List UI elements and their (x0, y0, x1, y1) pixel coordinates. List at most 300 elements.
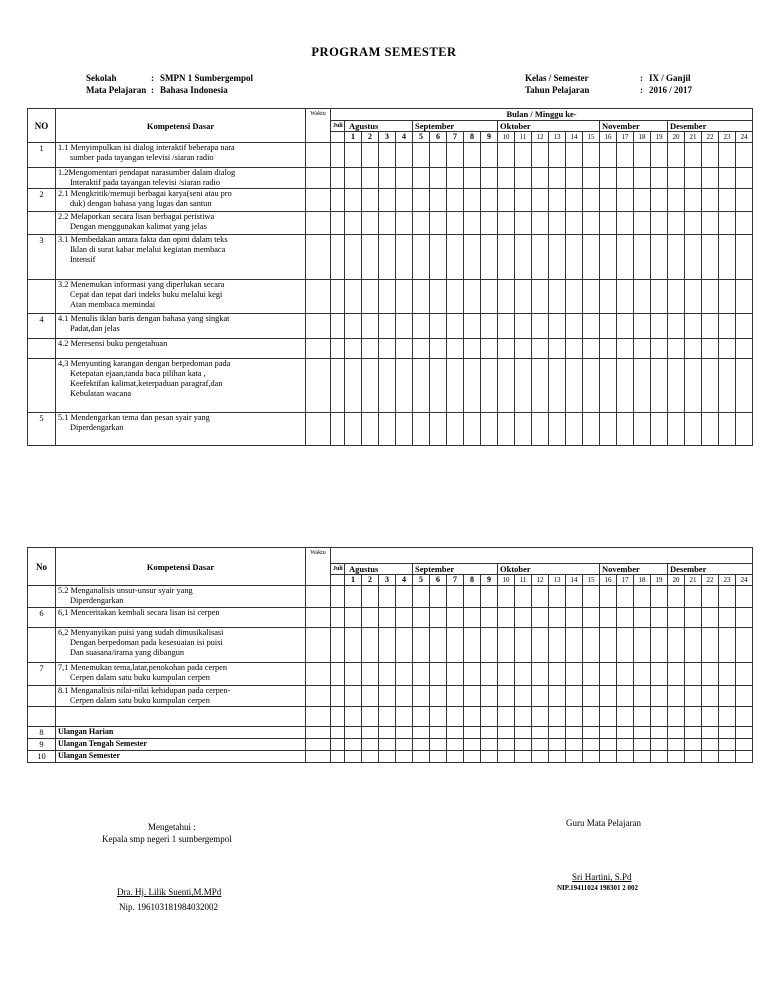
schedule-cell[interactable] (549, 168, 566, 189)
schedule-cell[interactable] (345, 413, 362, 446)
schedule-cell[interactable] (566, 280, 583, 314)
schedule-cell[interactable] (566, 727, 583, 739)
schedule-cell[interactable] (498, 235, 515, 280)
schedule-cell[interactable] (481, 686, 498, 707)
schedule-cell[interactable] (736, 359, 753, 413)
schedule-cell[interactable] (481, 727, 498, 739)
schedule-cell[interactable] (651, 586, 668, 608)
schedule-cell[interactable] (617, 339, 634, 359)
schedule-cell[interactable] (702, 314, 719, 339)
schedule-cell[interactable] (583, 586, 600, 608)
schedule-cell[interactable] (413, 628, 430, 663)
schedule-cell[interactable] (685, 686, 702, 707)
schedule-cell[interactable] (331, 359, 345, 413)
schedule-cell[interactable] (379, 628, 396, 663)
schedule-cell[interactable] (736, 168, 753, 189)
schedule-cell[interactable] (362, 739, 379, 751)
schedule-cell[interactable] (447, 751, 464, 763)
schedule-cell[interactable] (306, 628, 331, 663)
schedule-cell[interactable] (617, 189, 634, 212)
schedule-cell[interactable] (668, 663, 685, 686)
schedule-cell[interactable] (306, 739, 331, 751)
schedule-cell[interactable] (413, 189, 430, 212)
schedule-cell[interactable] (736, 212, 753, 235)
schedule-cell[interactable] (430, 168, 447, 189)
schedule-cell[interactable] (617, 608, 634, 628)
schedule-cell[interactable] (549, 314, 566, 339)
schedule-cell[interactable] (702, 751, 719, 763)
schedule-cell[interactable] (634, 280, 651, 314)
schedule-cell[interactable] (651, 751, 668, 763)
schedule-cell[interactable] (396, 413, 413, 446)
schedule-cell[interactable] (447, 663, 464, 686)
schedule-cell[interactable] (719, 143, 736, 168)
schedule-cell[interactable] (515, 359, 532, 413)
schedule-cell[interactable] (306, 707, 331, 727)
schedule-cell[interactable] (668, 751, 685, 763)
schedule-cell[interactable] (532, 586, 549, 608)
schedule-cell[interactable] (685, 628, 702, 663)
schedule-cell[interactable] (600, 359, 617, 413)
schedule-cell[interactable] (600, 235, 617, 280)
schedule-cell[interactable] (583, 413, 600, 446)
schedule-cell[interactable] (362, 628, 379, 663)
schedule-cell[interactable] (583, 739, 600, 751)
schedule-cell[interactable] (396, 608, 413, 628)
schedule-cell[interactable] (634, 751, 651, 763)
schedule-cell[interactable] (583, 314, 600, 339)
schedule-cell[interactable] (306, 586, 331, 608)
schedule-cell[interactable] (515, 739, 532, 751)
schedule-cell[interactable] (566, 143, 583, 168)
schedule-cell[interactable] (306, 189, 331, 212)
schedule-cell[interactable] (651, 739, 668, 751)
schedule-cell[interactable] (668, 413, 685, 446)
schedule-cell[interactable] (634, 413, 651, 446)
schedule-cell[interactable] (532, 235, 549, 280)
schedule-cell[interactable] (464, 739, 481, 751)
schedule-cell[interactable] (464, 413, 481, 446)
schedule-cell[interactable] (362, 663, 379, 686)
schedule-cell[interactable] (464, 359, 481, 413)
schedule-cell[interactable] (702, 413, 719, 446)
schedule-cell[interactable] (719, 413, 736, 446)
schedule-cell[interactable] (345, 686, 362, 707)
schedule-cell[interactable] (617, 359, 634, 413)
schedule-cell[interactable] (396, 707, 413, 727)
schedule-cell[interactable] (362, 707, 379, 727)
schedule-cell[interactable] (617, 280, 634, 314)
schedule-cell[interactable] (362, 359, 379, 413)
schedule-cell[interactable] (362, 727, 379, 739)
schedule-cell[interactable] (306, 235, 331, 280)
schedule-cell[interactable] (306, 212, 331, 235)
schedule-cell[interactable] (583, 751, 600, 763)
schedule-cell[interactable] (331, 663, 345, 686)
schedule-cell[interactable] (719, 628, 736, 663)
schedule-cell[interactable] (498, 663, 515, 686)
schedule-cell[interactable] (306, 359, 331, 413)
schedule-cell[interactable] (549, 628, 566, 663)
schedule-cell[interactable] (583, 707, 600, 727)
schedule-cell[interactable] (362, 586, 379, 608)
schedule-cell[interactable] (481, 413, 498, 446)
schedule-cell[interactable] (331, 628, 345, 663)
schedule-cell[interactable] (331, 751, 345, 763)
schedule-cell[interactable] (447, 628, 464, 663)
schedule-cell[interactable] (532, 727, 549, 739)
schedule-cell[interactable] (515, 707, 532, 727)
schedule-cell[interactable] (515, 235, 532, 280)
schedule-cell[interactable] (617, 143, 634, 168)
schedule-cell[interactable] (651, 212, 668, 235)
schedule-cell[interactable] (430, 339, 447, 359)
schedule-cell[interactable] (549, 212, 566, 235)
schedule-cell[interactable] (464, 608, 481, 628)
schedule-cell[interactable] (481, 212, 498, 235)
schedule-cell[interactable] (634, 189, 651, 212)
schedule-cell[interactable] (566, 707, 583, 727)
schedule-cell[interactable] (331, 727, 345, 739)
schedule-cell[interactable] (379, 314, 396, 339)
schedule-cell[interactable] (430, 586, 447, 608)
schedule-cell[interactable] (464, 235, 481, 280)
schedule-cell[interactable] (396, 280, 413, 314)
schedule-cell[interactable] (306, 751, 331, 763)
schedule-cell[interactable] (306, 727, 331, 739)
schedule-cell[interactable] (498, 727, 515, 739)
schedule-cell[interactable] (430, 143, 447, 168)
schedule-cell[interactable] (668, 686, 685, 707)
schedule-cell[interactable] (379, 739, 396, 751)
schedule-cell[interactable] (634, 143, 651, 168)
schedule-cell[interactable] (447, 413, 464, 446)
schedule-cell[interactable] (498, 168, 515, 189)
schedule-cell[interactable] (464, 314, 481, 339)
schedule-cell[interactable] (600, 707, 617, 727)
schedule-cell[interactable] (549, 739, 566, 751)
schedule-cell[interactable] (362, 212, 379, 235)
schedule-cell[interactable] (702, 727, 719, 739)
schedule-cell[interactable] (532, 628, 549, 663)
schedule-cell[interactable] (498, 413, 515, 446)
schedule-cell[interactable] (413, 586, 430, 608)
schedule-cell[interactable] (413, 751, 430, 763)
schedule-cell[interactable] (430, 739, 447, 751)
schedule-cell[interactable] (532, 280, 549, 314)
schedule-cell[interactable] (379, 168, 396, 189)
schedule-cell[interactable] (719, 663, 736, 686)
schedule-cell[interactable] (515, 280, 532, 314)
schedule-cell[interactable] (651, 189, 668, 212)
schedule-cell[interactable] (566, 739, 583, 751)
schedule-cell[interactable] (430, 413, 447, 446)
schedule-cell[interactable] (430, 628, 447, 663)
schedule-cell[interactable] (668, 628, 685, 663)
schedule-cell[interactable] (396, 727, 413, 739)
schedule-cell[interactable] (396, 686, 413, 707)
schedule-cell[interactable] (600, 143, 617, 168)
schedule-cell[interactable] (430, 707, 447, 727)
schedule-cell[interactable] (668, 314, 685, 339)
schedule-cell[interactable] (413, 314, 430, 339)
schedule-cell[interactable] (447, 212, 464, 235)
schedule-cell[interactable] (566, 235, 583, 280)
schedule-cell[interactable] (430, 189, 447, 212)
schedule-cell[interactable] (362, 168, 379, 189)
schedule-cell[interactable] (379, 280, 396, 314)
schedule-cell[interactable] (515, 727, 532, 739)
schedule-cell[interactable] (413, 663, 430, 686)
schedule-cell[interactable] (532, 707, 549, 727)
schedule-cell[interactable] (566, 189, 583, 212)
schedule-cell[interactable] (617, 586, 634, 608)
schedule-cell[interactable] (331, 686, 345, 707)
schedule-cell[interactable] (481, 314, 498, 339)
schedule-cell[interactable] (583, 628, 600, 663)
schedule-cell[interactable] (702, 739, 719, 751)
schedule-cell[interactable] (464, 727, 481, 739)
schedule-cell[interactable] (719, 314, 736, 339)
schedule-cell[interactable] (702, 189, 719, 212)
schedule-cell[interactable] (306, 413, 331, 446)
schedule-cell[interactable] (464, 143, 481, 168)
schedule-cell[interactable] (345, 280, 362, 314)
schedule-cell[interactable] (617, 707, 634, 727)
schedule-cell[interactable] (702, 235, 719, 280)
schedule-cell[interactable] (736, 339, 753, 359)
schedule-cell[interactable] (702, 586, 719, 608)
schedule-cell[interactable] (464, 212, 481, 235)
schedule-cell[interactable] (736, 663, 753, 686)
schedule-cell[interactable] (498, 739, 515, 751)
schedule-cell[interactable] (719, 235, 736, 280)
schedule-cell[interactable] (549, 727, 566, 739)
schedule-cell[interactable] (447, 189, 464, 212)
schedule-cell[interactable] (668, 280, 685, 314)
schedule-cell[interactable] (566, 359, 583, 413)
schedule-cell[interactable] (549, 235, 566, 280)
schedule-cell[interactable] (685, 727, 702, 739)
schedule-cell[interactable] (685, 707, 702, 727)
schedule-cell[interactable] (413, 143, 430, 168)
schedule-cell[interactable] (549, 751, 566, 763)
schedule-cell[interactable] (345, 143, 362, 168)
schedule-cell[interactable] (600, 727, 617, 739)
schedule-cell[interactable] (600, 413, 617, 446)
schedule-cell[interactable] (331, 189, 345, 212)
schedule-cell[interactable] (617, 628, 634, 663)
schedule-cell[interactable] (413, 280, 430, 314)
schedule-cell[interactable] (617, 212, 634, 235)
schedule-cell[interactable] (362, 608, 379, 628)
schedule-cell[interactable] (549, 339, 566, 359)
schedule-cell[interactable] (600, 663, 617, 686)
schedule-cell[interactable] (379, 212, 396, 235)
schedule-cell[interactable] (430, 751, 447, 763)
schedule-cell[interactable] (464, 686, 481, 707)
schedule-cell[interactable] (549, 586, 566, 608)
schedule-cell[interactable] (668, 235, 685, 280)
schedule-cell[interactable] (651, 707, 668, 727)
schedule-cell[interactable] (413, 413, 430, 446)
schedule-cell[interactable] (617, 413, 634, 446)
schedule-cell[interactable] (345, 586, 362, 608)
schedule-cell[interactable] (413, 168, 430, 189)
schedule-cell[interactable] (668, 608, 685, 628)
schedule-cell[interactable] (600, 751, 617, 763)
schedule-cell[interactable] (532, 359, 549, 413)
schedule-cell[interactable] (379, 339, 396, 359)
schedule-cell[interactable] (651, 608, 668, 628)
schedule-cell[interactable] (306, 339, 331, 359)
schedule-cell[interactable] (668, 339, 685, 359)
schedule-cell[interactable] (464, 339, 481, 359)
schedule-cell[interactable] (685, 280, 702, 314)
schedule-cell[interactable] (583, 608, 600, 628)
schedule-cell[interactable] (549, 686, 566, 707)
schedule-cell[interactable] (481, 339, 498, 359)
schedule-cell[interactable] (651, 628, 668, 663)
schedule-cell[interactable] (481, 189, 498, 212)
schedule-cell[interactable] (736, 189, 753, 212)
schedule-cell[interactable] (634, 359, 651, 413)
schedule-cell[interactable] (549, 143, 566, 168)
schedule-cell[interactable] (345, 751, 362, 763)
schedule-cell[interactable] (362, 280, 379, 314)
schedule-cell[interactable] (566, 168, 583, 189)
schedule-cell[interactable] (668, 727, 685, 739)
schedule-cell[interactable] (668, 359, 685, 413)
schedule-cell[interactable] (464, 189, 481, 212)
schedule-cell[interactable] (379, 413, 396, 446)
schedule-cell[interactable] (651, 359, 668, 413)
schedule-cell[interactable] (583, 168, 600, 189)
schedule-cell[interactable] (583, 143, 600, 168)
schedule-cell[interactable] (532, 739, 549, 751)
schedule-cell[interactable] (617, 235, 634, 280)
schedule-cell[interactable] (498, 189, 515, 212)
schedule-cell[interactable] (634, 235, 651, 280)
schedule-cell[interactable] (736, 314, 753, 339)
schedule-cell[interactable] (685, 189, 702, 212)
schedule-cell[interactable] (702, 359, 719, 413)
schedule-cell[interactable] (702, 608, 719, 628)
schedule-cell[interactable] (532, 314, 549, 339)
schedule-cell[interactable] (600, 586, 617, 608)
schedule-cell[interactable] (379, 143, 396, 168)
schedule-cell[interactable] (515, 413, 532, 446)
schedule-cell[interactable] (600, 686, 617, 707)
schedule-cell[interactable] (685, 212, 702, 235)
schedule-cell[interactable] (306, 608, 331, 628)
schedule-cell[interactable] (413, 686, 430, 707)
schedule-cell[interactable] (668, 739, 685, 751)
schedule-cell[interactable] (702, 168, 719, 189)
schedule-cell[interactable] (379, 586, 396, 608)
schedule-cell[interactable] (685, 663, 702, 686)
schedule-cell[interactable] (617, 727, 634, 739)
schedule-cell[interactable] (345, 189, 362, 212)
schedule-cell[interactable] (498, 280, 515, 314)
schedule-cell[interactable] (464, 628, 481, 663)
schedule-cell[interactable] (736, 586, 753, 608)
schedule-cell[interactable] (685, 608, 702, 628)
schedule-cell[interactable] (566, 212, 583, 235)
schedule-cell[interactable] (345, 727, 362, 739)
schedule-cell[interactable] (331, 168, 345, 189)
schedule-cell[interactable] (413, 707, 430, 727)
schedule-cell[interactable] (498, 339, 515, 359)
schedule-cell[interactable] (549, 707, 566, 727)
schedule-cell[interactable] (447, 339, 464, 359)
schedule-cell[interactable] (583, 686, 600, 707)
schedule-cell[interactable] (430, 235, 447, 280)
schedule-cell[interactable] (396, 628, 413, 663)
schedule-cell[interactable] (345, 608, 362, 628)
schedule-cell[interactable] (396, 189, 413, 212)
schedule-cell[interactable] (515, 608, 532, 628)
schedule-cell[interactable] (515, 686, 532, 707)
schedule-cell[interactable] (396, 751, 413, 763)
schedule-cell[interactable] (379, 686, 396, 707)
schedule-cell[interactable] (583, 663, 600, 686)
schedule-cell[interactable] (362, 143, 379, 168)
schedule-cell[interactable] (736, 686, 753, 707)
schedule-cell[interactable] (379, 235, 396, 280)
schedule-cell[interactable] (447, 359, 464, 413)
schedule-cell[interactable] (736, 739, 753, 751)
schedule-cell[interactable] (532, 663, 549, 686)
schedule-cell[interactable] (447, 707, 464, 727)
schedule-cell[interactable] (736, 751, 753, 763)
schedule-cell[interactable] (566, 663, 583, 686)
schedule-cell[interactable] (736, 413, 753, 446)
schedule-cell[interactable] (736, 143, 753, 168)
schedule-cell[interactable] (464, 751, 481, 763)
schedule-cell[interactable] (617, 168, 634, 189)
schedule-cell[interactable] (447, 727, 464, 739)
schedule-cell[interactable] (719, 707, 736, 727)
schedule-cell[interactable] (702, 707, 719, 727)
schedule-cell[interactable] (583, 280, 600, 314)
schedule-cell[interactable] (685, 339, 702, 359)
schedule-cell[interactable] (617, 751, 634, 763)
schedule-cell[interactable] (362, 189, 379, 212)
schedule-cell[interactable] (702, 663, 719, 686)
schedule-cell[interactable] (379, 751, 396, 763)
schedule-cell[interactable] (583, 189, 600, 212)
schedule-cell[interactable] (685, 314, 702, 339)
schedule-cell[interactable] (600, 280, 617, 314)
schedule-cell[interactable] (566, 751, 583, 763)
schedule-cell[interactable] (362, 235, 379, 280)
schedule-cell[interactable] (345, 739, 362, 751)
schedule-cell[interactable] (447, 143, 464, 168)
schedule-cell[interactable] (447, 314, 464, 339)
schedule-cell[interactable] (600, 212, 617, 235)
schedule-cell[interactable] (464, 280, 481, 314)
schedule-cell[interactable] (600, 189, 617, 212)
schedule-cell[interactable] (549, 280, 566, 314)
schedule-cell[interactable] (481, 143, 498, 168)
schedule-cell[interactable] (481, 359, 498, 413)
schedule-cell[interactable] (345, 314, 362, 339)
schedule-cell[interactable] (396, 586, 413, 608)
schedule-cell[interactable] (566, 339, 583, 359)
schedule-cell[interactable] (331, 739, 345, 751)
schedule-cell[interactable] (566, 686, 583, 707)
